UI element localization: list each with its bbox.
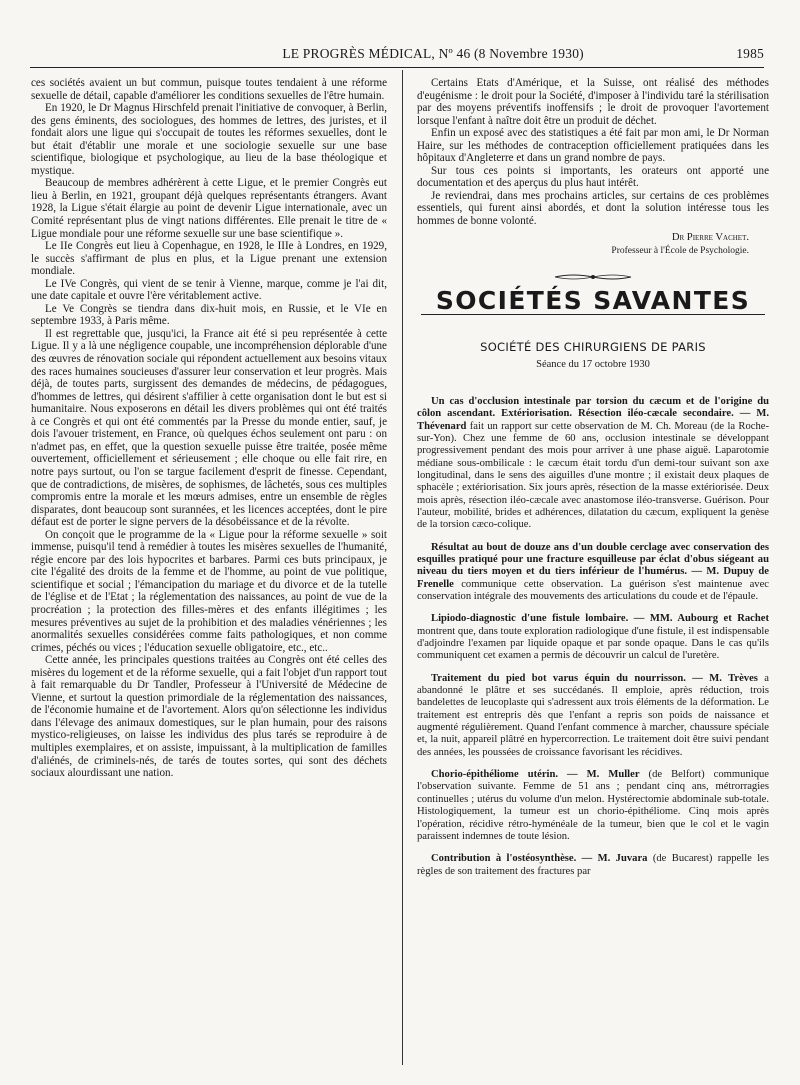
paragraph: Certains Etats d'Amérique, et la Suisse, ont réalisé des méthodes d'eugénisme : le droit pour la Société, d'imposer à l'individu taré la stérilisation par des moyens préventifs inoffensifs ; le droit de provoquer l'avortement lorsque l'enfant à naître doit être un produit de déchet. — [417, 77, 769, 127]
report-title: Un cas d'occlusion intestinale par torsion du cæcum et de l'origine du côlon ascendant. Extériorisation. Résection iléo-cæcale secondaire. — M. Thévenard — [417, 395, 769, 432]
report-text: a abandonné le plâtre et ses succédanés. Il emploie, après réduction, trois bandelettes de leucoplaste qui s'adressent aux trois éléments de la déformation. Le traitement est entrepris dès que l'enfant a repris son poids de naissance et augmenté régulièrement. Quand l'enfant commence à marcher, chaussure spéciale et, la nuit, appareil plâtré en hypercorrection. Le traitement doit être suivi pendant des années, les poussées de croissance favorisant les récidives. — [417, 672, 769, 758]
paragraph: En 1920, le Dr Magnus Hirschfeld prenait l'initiative de convoquer, à Berlin, des gens éminents, des sociologues, des hommes de lettres, des juristes, et il fondait alors une ligue qui s'occupait de toutes les réformes sexuelles, dont le but était d'établir une morale et une sociologie sexuelle sur une base scientifique, biologique et psychologique, au lieu de la base théologique et mystique. — [31, 102, 387, 177]
report-text: fait un rapport sur cette observation de M. Ch. Moreau (de la Roche-sur-Yon). Chez une femme de 60 ans, occlusion intestinale se développant progressivement pendant des mois pour arriver à une phase aiguë. Laparotomie médiane sous-ombilicale : le cæcum était tordu d'un demi-tour suivant son axe longitudinal, dans le sens des aiguilles d'une montre ; il existait deux plaques de sphacèle ; extériorisation. Six jours après, résection de la masse extériorisée. Deux mois après, résection iléo-cæcale avec anastomose iléo-transverse. Guérison. Pour l'auteur, mobilité, brides et adhérences, dilatation du cæcum, expliquent la genèse de la torsion cæco-colique. — [417, 420, 769, 531]
paragraph: On conçoit que le programme de la « Ligue pour la réforme sexuelle » soit immense, puisqu'il tend à remédier à toutes les misères sexuelles de l'humanité, régie encore par des lois hypocrites et barbares. Parmi ces buts principaux, je cite l'égalité des droits de la femme et de l'homme, au point de vue politique, scientifique et social ; l'émancipation du mariage et du divorce et de la tutelle de l'église et de l'Etat ; la réglementation des naissances, au point de vue de la procréation ; la protection des filles-mères et des enfants illégitimes ; les mesures préventives au sujet de la prohibition et des maladies vénériennes ; les anormalités sexuelles considérées comme faits pathologiques, et non comme crimes, péchés ou vices ; l'éducation sexuelle obligatoire, etc., etc.. — [31, 528, 387, 654]
paragraph: Cette année, les principales questions traitées au Congrès ont été celles des misères du logement et de la réforme sexuelle, qui a fait l'objet d'un rapport tout à fait remarquable du Dr Tandler, Professeur à l'Université de Médecine de Vienne, et surtout la question primordiale de la réglementation des naissances, de l'économie humaine et de l'avortement. Alors qu'on sélectionne les individus dans l'élevage des animaux domestiques, sur le plan humain, pour des raisons mystico-religieuses, on laisse les individus des plus tarés se reproduire à de multiples exemplaires, et on assiste, impuissant, à la multiplication de familles d'aliénés, de criminels-nés, de tarés de toutes sortes, qui sont des déchets sociaux alourdissant une nation. — [31, 654, 387, 780]
report-title: Résultat au bout de douze ans d'un double cerclage avec conservation des esquilles pratiqué pour une fracture esquilleuse par éclat d'obus siégeant au niveau du tiers moyen et du tiers inférieur de l'humérus. — M. Dupuy de Frenelle — [417, 541, 769, 590]
report-item — [417, 396, 769, 532]
report-text: communique cette observation. La guérison s'est maintenue avec conservation intégrale des mouvements des articulations du coude et de l'épaule. — [417, 578, 769, 602]
report-item — [417, 853, 769, 878]
report-item — [417, 769, 769, 843]
author-signature: Dr Pierre Vachet. — [671, 231, 749, 243]
page-number: 1985 — [736, 46, 764, 61]
report-text: (de Belfort) communique l'observation suivante. Femme de 51 ans ; pendant cinq ans, métrorragies continuelles ; utérus du volume d'un melon. Hystérectomie abdominale sub-totale. Histologiquement, la tumeur est un chorio-épithéliome. Cinq mois après l'opération, récidive rétro-hyménéale de la tumeur, bien que le col et le vagin paraissent indemnes de toute lésion. — [417, 769, 769, 842]
report-title: Traitement du pied bot varus équin du nourrisson. — M. Trèves — [431, 672, 758, 684]
paragraph: ces sociétés avaient un but commun, puisque toutes tendaient à une réforme sexuelle de détail, capable d'améliorer les conditions sexuelles de l'être humain. — [31, 77, 387, 102]
report-text: montrent que, dans toute exploration radiologique d'une fistule, il est indispensable d'adjoindre l'examen par liquide opaque et par sonde opaque. Dans le cas qu'ils communiquent cet examen a permis de découvrir un calcul de l'uretère. — [417, 625, 770, 662]
seance-date: Séance du 17 octobre 1930 — [536, 359, 650, 371]
paragraph: Le IVe Congrès, qui vient de se tenir à Vienne, marque, comme je l'ai dit, une date capitale et ouvre l'ère véritablement active. — [31, 277, 387, 303]
report-item — [417, 542, 769, 604]
paragraph: Le Ve Congrès se tiendra dans dix-huit mois, en Russie, et le VIe en septembre 1933, à Paris même. — [31, 302, 387, 328]
right-column — [417, 77, 769, 888]
header-rule — [30, 67, 764, 68]
report-item — [417, 613, 769, 662]
paragraph: Il est regrettable que, jusqu'ici, la France ait été si peu représentée à cette Ligue. Il y a là une négligence coupable, une incompréhension déplorable d'une des œuvres de rénovation sociale qui répondent actuellement aux besoins vitaux des races humaines soucieuses d'assurer leur conservation et leur progrès. Mais déjà, de toutes parts, surgissent des demandes de médecins, de pédagogues, d'hommes de lettres, qui désirent s'affilier à cette organisation dont le but est si humanitaire. Nous exposerons en détail les divers problèmes qui ont été traités à ce Congrès et qui ont été commentés par la Presse du monde entier, sauf, je dois l'avouer tristement, en France, où quelques échos seulement ont paru : on n'admet pas, en effet, que la question sexuelle puisse être traitée, posée même ouvertement, officiellement et sérieusement ; elle choque ou elle fait rire, en notre pays surtout, ou l'on se targue facilement d'esprit de finesse. Cependant, que de contradictions, de misères, de sophismes, de lâchetés, sous ces multiples compromis entre la morale et les mœurs admises, entre un ensemble de règles disparates, dont beaucoup sont surannées, et les licences acceptées, dont le pire défaut est de porter le signe pervers de la désobéissance et de la révolte. — [31, 327, 387, 529]
column-divider — [402, 70, 403, 1065]
report-text: (de Bucarest) rappelle les règles de son traitement des fractures par — [417, 853, 769, 877]
journal-title: LE PROGRÈS MÉDICAL, Nº 46 (8 Novembre 1930) — [282, 46, 584, 61]
paragraph: Enfin un exposé avec des statistiques a été fait par mon ami, le Dr Norman Haire, sur les méthodes de contraception officiellement pratiquées dans les hôpitaux d'Angleterre et dans un grand nombre de pays. — [417, 127, 769, 165]
paragraph: Sur tous ces points si importants, les orateurs ont apporté une documentation et des aperçus du plus haut intérêt. — [417, 164, 769, 190]
paragraph: Beaucoup de membres adhérèrent à cette Ligue, et le premier Congrès eut lieu à Berlin, en 1921, groupant déjà quelques représentants étrangers. Avant 1928, la Ligue s'était élargie au point de devenir Ligue internationale, avec un Comité représentant plus de vingt nations différentes. Elle prenait le titre de « Ligue mondiale pour une réforme sexuelle sur une base scientifique ». — [31, 177, 387, 240]
section-title: SOCIÉTÉS SAVANTES — [435, 286, 751, 316]
running-header — [30, 44, 764, 64]
ornament-icon — [553, 272, 633, 282]
society-heading: SOCIÉTÉ DES CHIRURGIENS DE PARIS — [480, 339, 706, 354]
report-item — [417, 673, 769, 759]
ornament-divider — [417, 272, 769, 286]
report-title: Chorio-épithéliome utérin. — M. Muller — [431, 769, 640, 781]
paragraph: Je reviendrai, dans mes prochains articles, sur certains de ces problèmes essentiels, qui furent ainsi abordés, et dont la solution intéresse tous les hommes de bonne volonté. — [417, 189, 769, 228]
report-title: Contribution à l'ostéosynthèse. — M. Juvara — [431, 853, 648, 865]
left-column — [31, 77, 387, 780]
paragraph: Le IIe Congrès eut lieu à Copenhague, en 1928, le IIIe à Londres, en 1929, le succès s'affirmant de plus en plus, et la Ligue prenant une extension mondiale. — [31, 240, 387, 278]
report-title: Lipiodo-diagnostic d'une fistule lombaire. — MM. Aubourg et Rachet — [431, 613, 769, 625]
author-affiliation: Professeur à l'École de Psychologie. — [611, 246, 749, 257]
